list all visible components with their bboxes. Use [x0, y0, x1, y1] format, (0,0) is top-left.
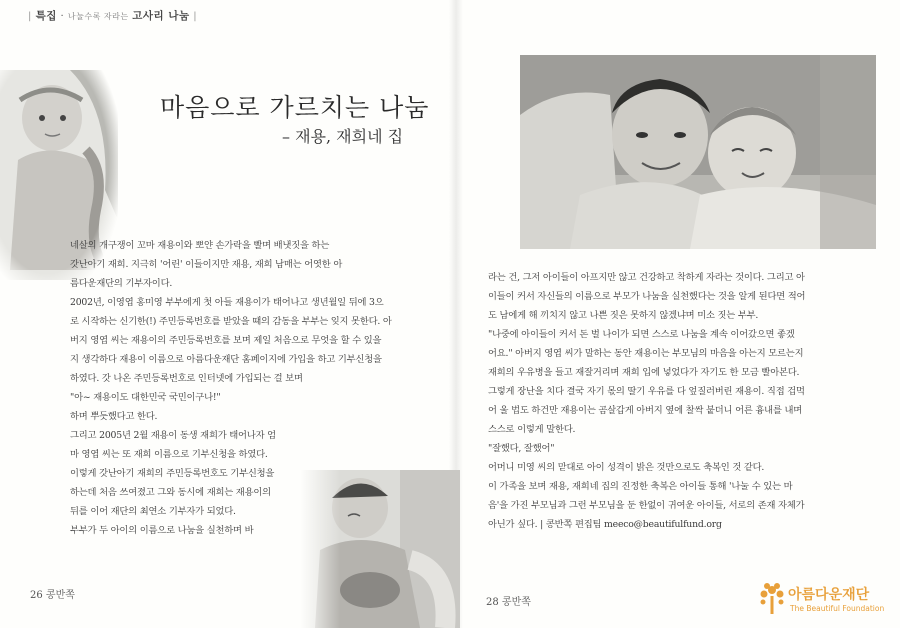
- right-line: 어머니 미영 씨의 맏대로 아이 성격이 밝은 것만으로도 축복인 것 같다.: [488, 462, 765, 473]
- left-line: 하며 뿌듯했다고 한다.: [70, 411, 158, 422]
- logo-english: The Beautiful Foundation: [790, 604, 885, 613]
- left-line: 하는데 처음 쓰여졌고 그와 동시에 재희는 재용이의: [70, 487, 271, 498]
- right-line: "나중에 아이들이 커서 돈 벌 나이가 되면 스스로 나눔을 계속 이어갔으면 좋겠: [488, 329, 795, 340]
- left-line: 이렇게 갓난아기 재희의 주민등록번호도 기부신청을: [70, 468, 275, 479]
- header-prefix: 특집: [35, 10, 57, 22]
- right-line: 이 가족을 보며 재용, 재희네 집의 진정한 축복은 아이들 통해 '나눌 수 있는 마: [488, 481, 793, 492]
- left-line: 뒤를 이어 재단의 최연소 기부자가 되었다.: [70, 506, 236, 517]
- right-line: 어요." 아버지 영엽 씨가 말하는 동안 재용이는 부모님의 마음을 아는지 모르는지: [488, 348, 804, 359]
- left-line: "아~ 재용이도 대한민국 국민이구나!": [70, 392, 221, 403]
- right-line: "잘했다, 잘했어": [488, 443, 555, 454]
- tree-icon: [758, 580, 786, 616]
- foundation-logo: [758, 580, 893, 620]
- right-line: 그렇게 장난을 치다 결국 자기 몫의 딸기 우유를 다 엎질러버린 재용이. 직접 겁먹: [488, 386, 805, 397]
- right-line: 스스로 이렇게 말한다.: [488, 424, 576, 435]
- left-line: 부부가 두 아이의 이름으로 나눔을 실천하며 바: [70, 525, 254, 536]
- right-line: 이들이 커서 자신들의 이름으로 부모가 나눔을 실천했다는 것을 알게 된다면 적어: [488, 291, 806, 302]
- left-line: 마 영엽 씨는 또 재희 이름으로 기부신청을 하였다.: [70, 449, 268, 460]
- right-line: 재희의 우유병을 들고 재잘거리며 재희 입에 넣었다가 자기도 한 모금 빨아본다.: [488, 367, 800, 378]
- right-line: 도 남에게 해 끼치지 않고 나쁜 짓은 못하지 않겠냐며 미소 짓는 부부.: [488, 310, 759, 321]
- left-line: 그리고 2005년 2월 재용이 동생 재희가 태어나자 엄: [70, 430, 276, 441]
- section-header: | 특집 · 나눌수록 자라는 고사리 나눔 |: [28, 10, 198, 22]
- article-subtitle: – 재용, 재희네 집: [282, 127, 404, 146]
- header-title: 고사리 나눔: [132, 10, 190, 22]
- logo-name: 아름다운재단: [788, 587, 870, 603]
- right-line: 아닌가 싶다. | 콩반쪽 편집팀 meeco@beautifulfund.org: [488, 519, 722, 530]
- left-line: 2002년, 이영엽 홍미영 부부에게 첫 아들 재용이가 태어나고 생년월일 뒤에 3으: [70, 297, 384, 308]
- header-small: 나눌수록 자라는: [67, 12, 129, 21]
- toddler-photo: [300, 470, 460, 628]
- right-line: 라는 건, 그저 아이들이 아프지만 않고 건강하고 착하게 자라는 것이다. 그리고 아: [488, 272, 805, 283]
- left-line: 갓난아기 재희. 지극히 '어린' 이들이지만 재용, 재희 남매는 어엿한 아: [70, 259, 343, 270]
- left-page-number: 26 콩반쪽: [30, 590, 75, 601]
- right-line: 어 울 법도 하건만 재용이는 곰살갑게 아버지 옆에 찰싹 붙더니 어른 흉내를 내며: [488, 405, 803, 416]
- left-line: 지 생각하다 재용이 이름으로 아름다운재단 홈페이지에 가입을 하고 기부신청을: [70, 354, 382, 365]
- left-line: 하였다. 갓 나온 주민등록번호로 인터넷에 가입되는 걸 보며: [70, 373, 303, 384]
- right-page-number: 28 콩반쪽: [486, 597, 531, 608]
- left-line: 버지 영엽 씨는 재용이의 주민등록번호를 보며 제일 처음으로 무엇을 할 수 있을: [70, 335, 382, 346]
- right-body-text: [488, 268, 888, 534]
- kids-photo: [520, 55, 876, 249]
- left-line: 네살의 개구쟁이 꼬마 재용이와 뽀얀 손가락을 빨며 배냇짓을 하는: [70, 240, 330, 251]
- right-line: 음'을 가진 부모님과 그런 부모님을 둔 한없이 귀여운 아이들, 서로의 존재 자체가: [488, 500, 805, 511]
- left-line: 로 시작하는 신기한(!) 주민등록번호를 받았을 때의 감동을 부부는 잊지 못한다. 아: [70, 316, 392, 327]
- article-title: 마음으로 가르치는 나눔: [160, 93, 430, 122]
- left-line: 름다운재단의 기부자이다.: [70, 278, 173, 289]
